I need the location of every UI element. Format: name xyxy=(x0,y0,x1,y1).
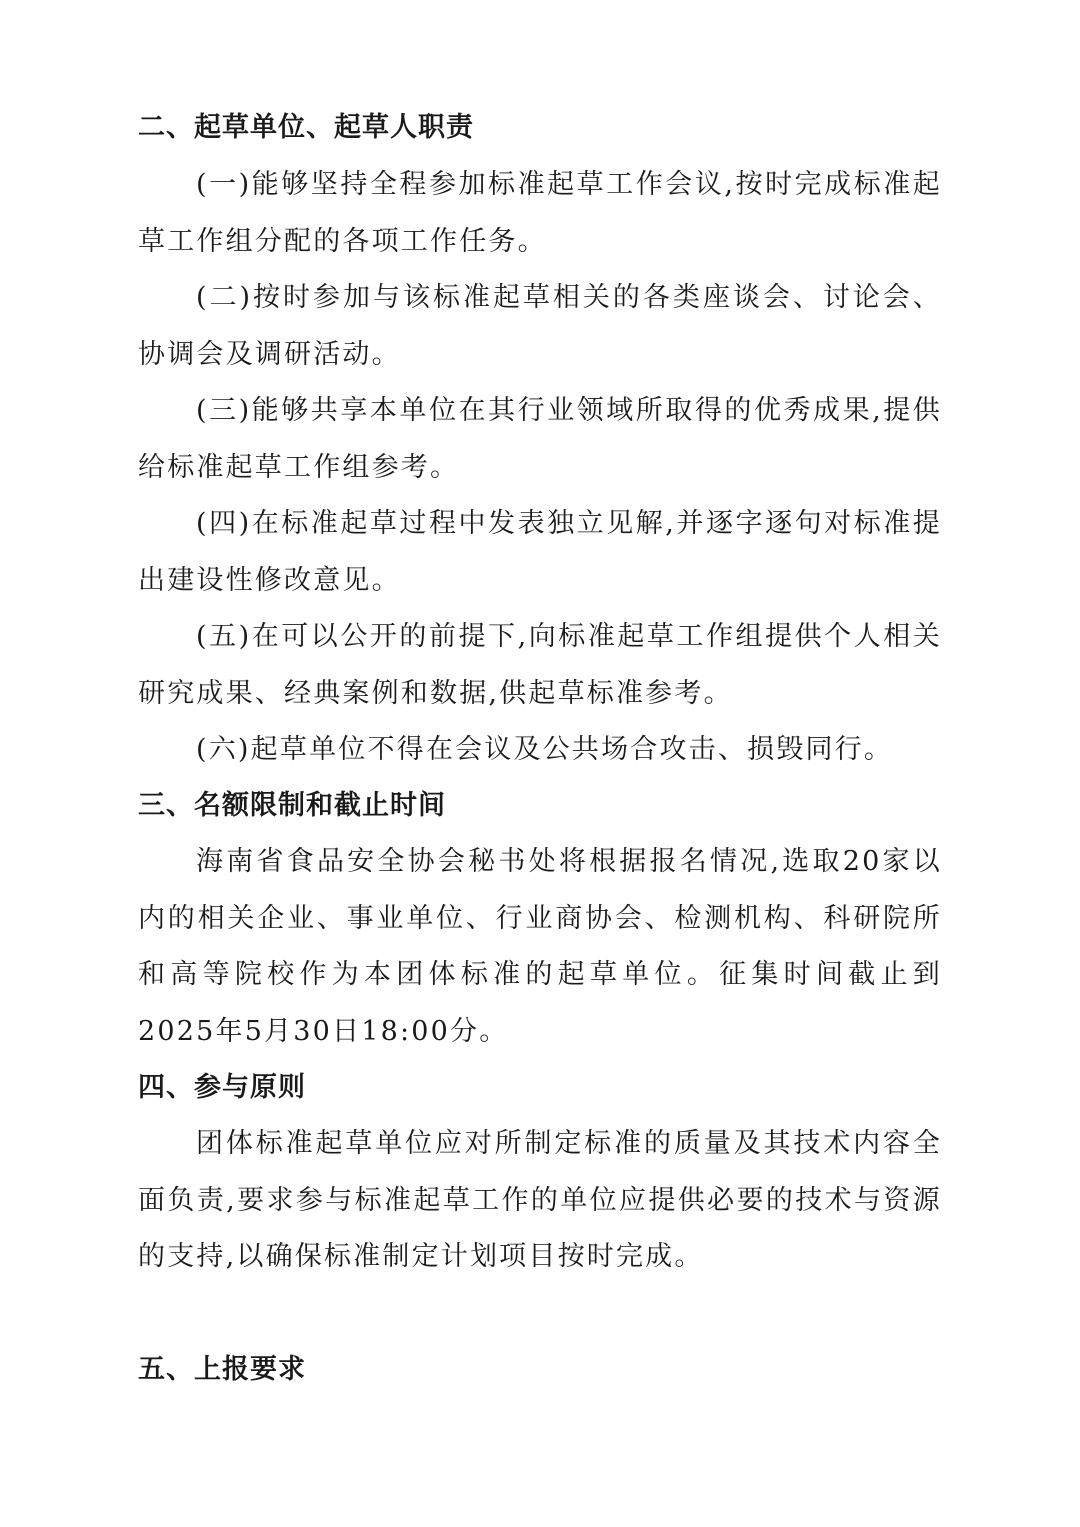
section-heading-5: 五、上报要求 xyxy=(138,1354,306,1385)
section-heading-3: 三、名额限制和截止时间 xyxy=(138,790,446,821)
paragraph-2-1: (一)能够坚持全程参加标准起草工作会议,按时完成标准起草工作组分配的各项工作任务。 xyxy=(138,169,942,257)
paragraph-2-4: (四)在标准起草过程中发表独立见解,并逐字逐句对标准提出建设性修改意见。 xyxy=(138,508,942,596)
paragraph-2-6: (六)起草单位不得在会议及公共场合攻击、损毁同行。 xyxy=(196,734,894,765)
paragraph-2-3: (三)能够共享本单位在其行业领域所取得的优秀成果,提供给标准起草工作组参考。 xyxy=(138,395,942,483)
paragraph-3-1: 海南省食品安全协会秘书处将根据报名情况,选取20家以内的相关企业、事业单位、行业商协会、检测机构、科研院所和高等院校作为本团体标准的起草单位。征集时间截止到2025年5月30日18:00分。 xyxy=(138,846,942,1047)
section-heading-4: 四、参与原则 xyxy=(138,1072,306,1103)
paragraph-4-1: 团体标准起草单位应对所制定标准的质量及其技术内容全面负责,要求参与标准起草工作的单位应提供必要的技术与资源的支持,以确保标准制定计划项目按时完成。 xyxy=(138,1128,942,1272)
paragraph-2-5: (五)在可以公开的前提下,向标准起草工作组提供个人相关研究成果、经典案例和数据,供起草标准参考。 xyxy=(138,621,942,709)
section-heading-2: 二、起草单位、起草人职责 xyxy=(138,112,474,143)
paragraph-2-2: (二)按时参加与该标准起草相关的各类座谈会、讨论会、协调会及调研活动。 xyxy=(138,282,942,370)
